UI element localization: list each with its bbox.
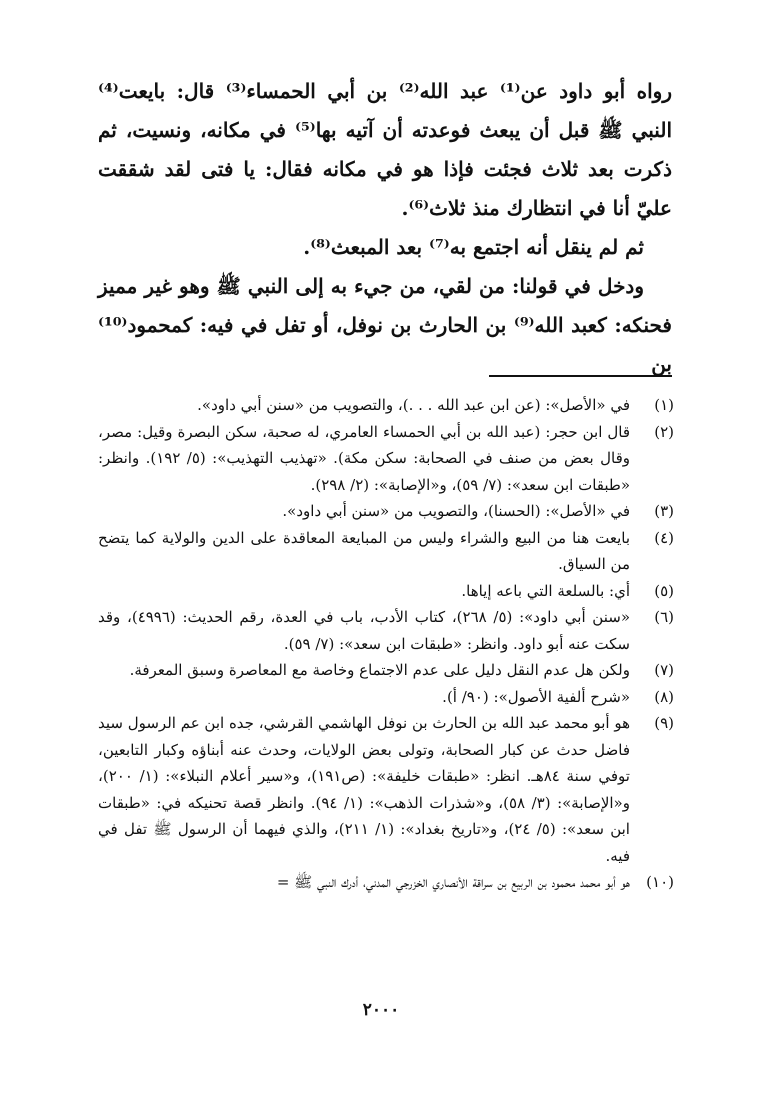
footnote-9 (98, 710, 674, 869)
footnote-number: (٦) (654, 608, 674, 626)
footnote-number: (١٠) (646, 873, 674, 891)
footnote-text: «شرح ألفية الأصول»: (٩٠/ أ). (442, 687, 630, 706)
footnote-text: «سنن أبي داود»: (٥/ ٢٦٨)، كتاب الأدب، باب في العدة، رقم الحديث: (٤٩٩٦)، وقد سكت عنه أبو داود. وانظر: «طبقات ابن سعد»: (٧/ ٥٩). (98, 608, 630, 653)
footnote-text: هو أبو محمد محمود بن الربيع بن سراقة الأنصاري الخزرجي المدني، أدرك النبي ﷺ = (276, 873, 630, 891)
footnote-3 (98, 498, 674, 525)
footnote-2 (98, 419, 674, 499)
footnote-number: (٤) (654, 528, 674, 547)
footnote-number: (٨) (654, 687, 674, 706)
main-text (98, 72, 672, 384)
body-paragraph-2: ثم لم ينقل أنه اجتمع به⁽⁷⁾ بعد المبعث⁽⁸⁾. (303, 235, 644, 259)
footnote-number: (٣) (654, 502, 674, 520)
footnote-10 (98, 869, 674, 896)
footnote-1 (98, 392, 674, 419)
footnote-text: في «الأصل»: (عن ابن عبد الله . . .)، والتصويب من «سنن أبي داود». (197, 396, 630, 414)
footnote-text: هو أبو محمد عبد الله بن الحارث بن نوفل الهاشمي القرشي، جده ابن عم الرسول سيد فاضل حدث عن كبار الصحابة، وتولى بعض الولايات، وحدث عنه أبناؤه وكبار التابعين، توفي سنة ٨٤هـ. انظر: «طبقات خليفة»: (ص١٩١)، و«سير أعلام النبلاء»: (١/ ٢٠٠)، و«الإصابة»: (٣/ ٥٨)، و«شذرات الذهب»: (١/ ٩٤). وانظر قصة تحنيكه في: «طبقات ابن سعد»: (٥/ ٢٤)، و«تاريخ بغداد»: (١/ ٢١١)، والذي فيهما أن الرسول ﷺ تفل في فيه. (97, 714, 630, 865)
footnote-text: ولكن هل عدم النقل دليل على عدم الاجتماع وخاصة مع المعاصرة وسبق المعرفة. (129, 661, 630, 679)
footnote-6 (98, 604, 674, 657)
footnote-number: (٩) (654, 714, 674, 732)
footnote-number: (٧) (654, 661, 674, 679)
body-paragraph-3: ودخل في قولنا: من لقي، من جيء به إلى النبي ﷺ وهو غير مميز فحنكه: كعبد الله⁽⁹⁾ بن الحارث بن نوفل، أو تفل في فيه: كمحمود⁽¹⁰⁾ بن (98, 274, 672, 376)
footnote-separator (489, 375, 672, 377)
footnote-text: قال ابن حجر: (عبد الله بن أبي الحمساء العامري، له صحبة، سكن البصرة وقيل: مصر، وقال بعض من صنف في الصحابة: سكن مكة). «تهذيب التهذيب»: (٥/ ١٩٢). وانظر: «طبقات ابن سعد»: (٧/ ٥٩)، و«الإصابة»: (٢/ ٢٩٨). (98, 422, 631, 494)
footnote-number: (٥) (654, 581, 674, 600)
page-number: ٢٠٠٠ (362, 1000, 400, 1020)
footnote-7 (98, 657, 674, 684)
footnote-4 (98, 525, 674, 578)
footnote-number: (١) (654, 396, 674, 414)
footnote-text: في «الأصل»: (الحسنا)، والتصويب من «سنن أبي داود». (282, 502, 630, 520)
footnote-text: بايعت هنا من البيع والشراء وليس من المبايعة المعاقدة على الدين والولاية كما يتضح من السياق. (98, 528, 630, 573)
footnote-number: (٢) (654, 422, 674, 441)
footnote-text: أي: بالسلعة التي باعه إياها. (461, 581, 630, 600)
footnote-5 (98, 578, 674, 605)
body-paragraph-1: رواه أبو داود عن⁽¹⁾ عبد الله⁽²⁾ بن أبي الحمساء⁽³⁾ قال: بايعت⁽⁴⁾ النبي ﷺ قبل أن يبعث فوعدته أن آتيه بها⁽⁵⁾ في مكانه، ونسيت، ثم ذكرت بعد ثلاث فجئت فإذا هو في مكانه فقال: يا فتى لقد شققت عليّ أنا في انتظارك منذ ثلاث⁽⁶⁾. (98, 79, 672, 220)
footnote-8 (98, 684, 674, 711)
footnotes (98, 392, 674, 896)
